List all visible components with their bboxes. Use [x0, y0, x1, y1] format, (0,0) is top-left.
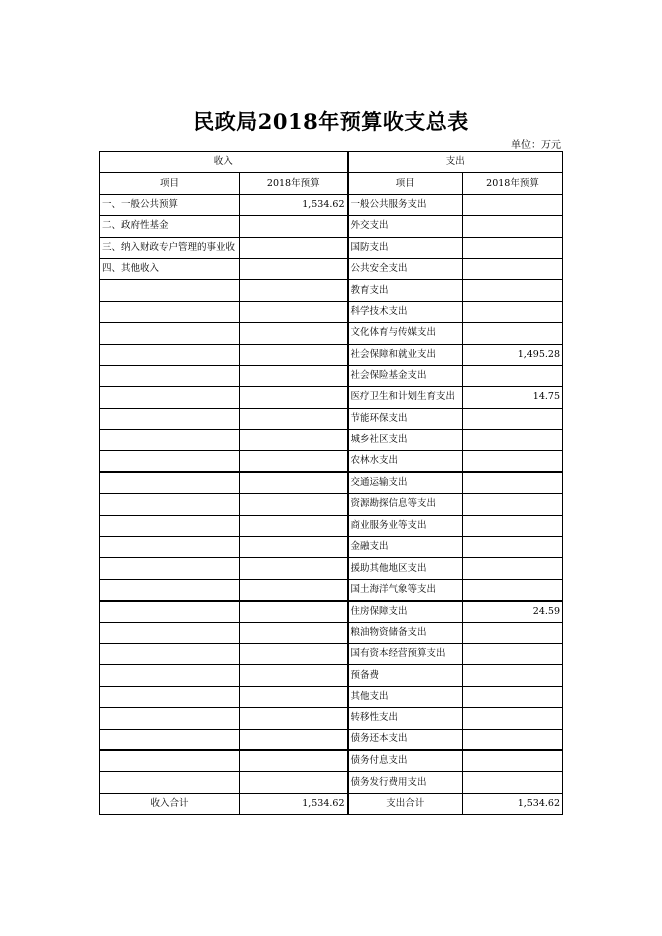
page-title: 民政局2018年预算收支总表 [193, 109, 469, 134]
income-item-cell [100, 451, 240, 472]
income-item-cell [100, 323, 240, 344]
table-row [100, 472, 563, 493]
income-item-cell: 四、其他收入 [100, 258, 240, 279]
income-budget-header: 2018年预算 [240, 173, 348, 194]
expense-item-cell: 住房保障支出 [348, 601, 463, 622]
expense-value-cell [463, 237, 563, 258]
expense-value-cell [463, 451, 563, 472]
expense-item-cell: 国有资本经营预算支出 [348, 643, 463, 664]
income-value-cell [240, 558, 348, 579]
expense-budget-header: 2018年预算 [463, 173, 563, 194]
expense-item-cell: 商业服务业等支出 [348, 515, 463, 536]
expense-item-cell: 医疗卫生和计划生育支出 [348, 387, 463, 408]
expense-value-cell [463, 708, 563, 729]
table-row [100, 643, 563, 664]
income-item-cell: 三、纳入财政专户管理的事业收 [100, 237, 240, 258]
expense-value-cell [463, 643, 563, 664]
expense-total-value: 1,534.62 [463, 793, 563, 814]
income-item-cell [100, 387, 240, 408]
income-item-cell [100, 494, 240, 515]
income-item-cell [100, 750, 240, 771]
table-row [100, 237, 563, 258]
table-row [100, 430, 563, 451]
table-row [100, 408, 563, 429]
income-value-cell [240, 665, 348, 686]
section-header-row [100, 152, 563, 173]
expense-item-cell: 预备费 [348, 665, 463, 686]
income-item-cell [100, 772, 240, 793]
income-value-cell [240, 237, 348, 258]
income-item-cell [100, 408, 240, 429]
expense-value-cell [463, 194, 563, 215]
income-value-cell: 1,534.62 [240, 194, 348, 215]
table-row [100, 750, 563, 771]
income-item-cell [100, 537, 240, 558]
income-item-cell [100, 430, 240, 451]
income-total-label: 收入合计 [100, 793, 240, 814]
table-row [100, 194, 563, 215]
expense-item-cell: 科学技术支出 [348, 301, 463, 322]
column-header-row [100, 173, 563, 194]
income-total-value: 1,534.62 [240, 793, 348, 814]
table-row [100, 537, 563, 558]
table-row [100, 558, 563, 579]
expense-value-cell: 24.59 [463, 601, 563, 622]
table-row [100, 387, 563, 408]
income-item-cell [100, 280, 240, 301]
income-item-cell [100, 579, 240, 600]
expense-total-label: 支出合计 [348, 793, 463, 814]
table-row [100, 280, 563, 301]
expense-value-cell [463, 537, 563, 558]
budget-table [99, 151, 563, 815]
income-value-cell [240, 344, 348, 365]
totals-row [100, 793, 563, 814]
expense-item-header: 项目 [348, 173, 463, 194]
income-value-cell [240, 686, 348, 707]
income-value-cell [240, 451, 348, 472]
income-value-cell [240, 216, 348, 237]
income-item-cell: 一、一般公共预算 [100, 194, 240, 215]
income-item-cell [100, 601, 240, 622]
expense-item-cell: 国土海洋气象等支出 [348, 579, 463, 600]
expense-item-cell: 交通运输支出 [348, 472, 463, 493]
income-item-cell [100, 344, 240, 365]
table-row [100, 772, 563, 793]
expense-value-cell [463, 665, 563, 686]
table-row [100, 258, 563, 279]
income-item-header: 项目 [100, 173, 240, 194]
income-item-cell [100, 365, 240, 386]
table-row [100, 579, 563, 600]
table-row [100, 515, 563, 536]
expense-item-cell: 社会保障和就业支出 [348, 344, 463, 365]
expense-item-cell: 节能环保支出 [348, 408, 463, 429]
expense-item-cell: 债务付息支出 [348, 750, 463, 771]
income-value-cell [240, 643, 348, 664]
income-value-cell [240, 323, 348, 344]
expense-value-cell [463, 558, 563, 579]
income-value-cell [240, 579, 348, 600]
income-value-cell [240, 472, 348, 493]
expense-item-cell: 社会保险基金支出 [348, 365, 463, 386]
income-item-cell [100, 558, 240, 579]
table-row [100, 665, 563, 686]
expense-item-cell: 粮油物资储备支出 [348, 622, 463, 643]
table-row [100, 686, 563, 707]
expense-value-cell: 14.75 [463, 387, 563, 408]
income-item-cell [100, 686, 240, 707]
table-row [100, 365, 563, 386]
expense-value-cell [463, 301, 563, 322]
income-value-cell [240, 537, 348, 558]
income-item-cell [100, 665, 240, 686]
expense-item-cell: 债务还本支出 [348, 729, 463, 750]
table-row [100, 708, 563, 729]
expense-item-cell: 转移性支出 [348, 708, 463, 729]
expense-value-cell [463, 750, 563, 771]
income-value-cell [240, 280, 348, 301]
income-value-cell [240, 301, 348, 322]
expense-value-cell [463, 622, 563, 643]
income-item-cell [100, 643, 240, 664]
income-value-cell [240, 365, 348, 386]
table-row [100, 494, 563, 515]
expense-item-cell: 国防支出 [348, 237, 463, 258]
income-item-cell [100, 729, 240, 750]
expense-item-cell: 债务发行费用支出 [348, 772, 463, 793]
expense-item-cell: 一般公共服务支出 [348, 194, 463, 215]
income-item-cell [100, 515, 240, 536]
income-value-cell [240, 750, 348, 771]
unit-label: 单位：万元 [511, 140, 561, 151]
income-value-cell [240, 494, 348, 515]
expense-item-cell: 文化体育与传媒支出 [348, 323, 463, 344]
income-value-cell [240, 601, 348, 622]
expense-value-cell: 1,495.28 [463, 344, 563, 365]
expense-value-cell [463, 772, 563, 793]
expense-value-cell [463, 408, 563, 429]
expense-value-cell [463, 258, 563, 279]
income-value-cell [240, 515, 348, 536]
income-item-cell [100, 472, 240, 493]
expense-value-cell [463, 472, 563, 493]
expense-item-cell: 其他支出 [348, 686, 463, 707]
income-value-cell [240, 772, 348, 793]
expense-item-cell: 教育支出 [348, 280, 463, 301]
expense-value-cell [463, 494, 563, 515]
table-row [100, 323, 563, 344]
expense-item-cell: 农林水支出 [348, 451, 463, 472]
income-value-cell [240, 729, 348, 750]
table-row [100, 301, 563, 322]
income-value-cell [240, 387, 348, 408]
table-row [100, 729, 563, 750]
table-row [100, 216, 563, 237]
expense-item-cell: 金融支出 [348, 537, 463, 558]
expense-value-cell [463, 216, 563, 237]
income-value-cell [240, 708, 348, 729]
income-value-cell [240, 258, 348, 279]
income-item-cell [100, 301, 240, 322]
expense-value-cell [463, 280, 563, 301]
income-value-cell [240, 622, 348, 643]
income-item-cell [100, 708, 240, 729]
expense-header: 支出 [348, 152, 563, 173]
expense-item-cell: 外交支出 [348, 216, 463, 237]
expense-value-cell [463, 323, 563, 344]
expense-value-cell [463, 729, 563, 750]
income-value-cell [240, 430, 348, 451]
expense-value-cell [463, 686, 563, 707]
expense-value-cell [463, 515, 563, 536]
expense-value-cell [463, 365, 563, 386]
table-row [100, 344, 563, 365]
expense-item-cell: 公共安全支出 [348, 258, 463, 279]
table-row [100, 451, 563, 472]
income-item-cell [100, 622, 240, 643]
income-header: 收入 [100, 152, 348, 173]
table-row [100, 622, 563, 643]
table-row [100, 601, 563, 622]
expense-value-cell [463, 430, 563, 451]
expense-item-cell: 资源勘探信息等支出 [348, 494, 463, 515]
expense-value-cell [463, 579, 563, 600]
income-item-cell: 二、政府性基金 [100, 216, 240, 237]
income-value-cell [240, 408, 348, 429]
expense-item-cell: 援助其他地区支出 [348, 558, 463, 579]
expense-item-cell: 城乡社区支出 [348, 430, 463, 451]
